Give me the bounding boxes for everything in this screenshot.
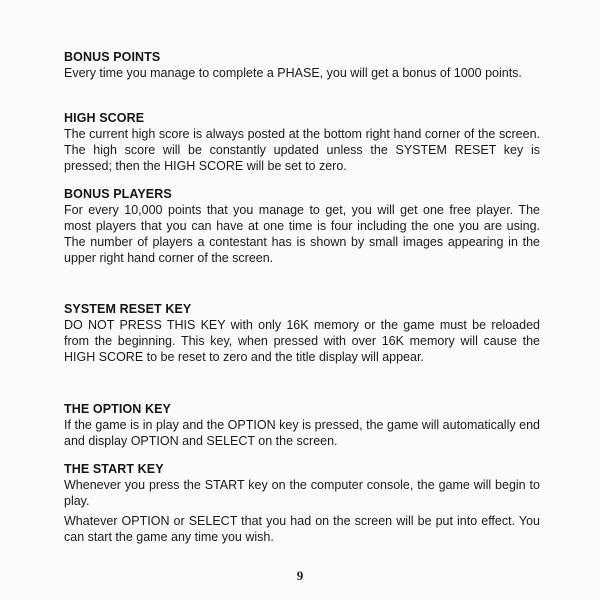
section-body <box>64 477 540 545</box>
section-bonus-points <box>64 50 540 81</box>
section-paragraph: Whatever OPTION or SELECT that you had on the screen will be put into effect. You can start the game any time you wish. <box>64 514 540 544</box>
section-start-key <box>64 462 540 545</box>
section-option-key <box>64 402 540 449</box>
section-body <box>64 126 540 174</box>
section-paragraph: DO NOT PRESS THIS KEY with only 16K memory or the game must be reloaded from the beginning. This key, when pressed with over 16K memory will cause the HIGH SCORE to be reset to zero and the title display will appear. <box>64 318 540 364</box>
page-number: 9 <box>296 568 304 583</box>
section-system-reset-key <box>64 302 540 365</box>
section-paragraph: Whenever you press the START key on the computer console, the game will begin to play. <box>64 478 540 508</box>
section-high-score <box>64 111 540 174</box>
section-paragraph: The current high score is always posted at the bottom right hand corner of the screen. The high score will be constantly updated unless the SYSTEM RESET key is pressed; then the HIGH SCORE will be set to zero. <box>64 127 540 173</box>
section-paragraph: Every time you manage to complete a PHASE, you will get a bonus of 1000 points. <box>64 66 522 80</box>
section-body <box>64 417 540 449</box>
section-heading: THE OPTION KEY <box>64 402 171 416</box>
section-heading: BONUS POINTS <box>64 50 161 64</box>
section-heading: SYSTEM RESET KEY <box>64 302 192 316</box>
section-body <box>64 317 540 365</box>
section-bonus-players <box>64 187 540 266</box>
section-heading: BONUS PLAYERS <box>64 187 172 201</box>
section-heading: THE START KEY <box>64 462 164 476</box>
section-body <box>64 65 540 81</box>
section-body <box>64 202 540 266</box>
section-paragraph: For every 10,000 points that you manage to get, you will get one free player. The most players that you can have at one time is four including the one you are using. The number of players a contestant has is shown by small images appearing in the upper right hand corner of the screen. <box>64 203 540 265</box>
section-heading: HIGH SCORE <box>64 111 145 125</box>
section-paragraph: If the game is in play and the OPTION key is pressed, the game will automatically end and display OPTION and SELECT on the screen. <box>64 418 540 448</box>
